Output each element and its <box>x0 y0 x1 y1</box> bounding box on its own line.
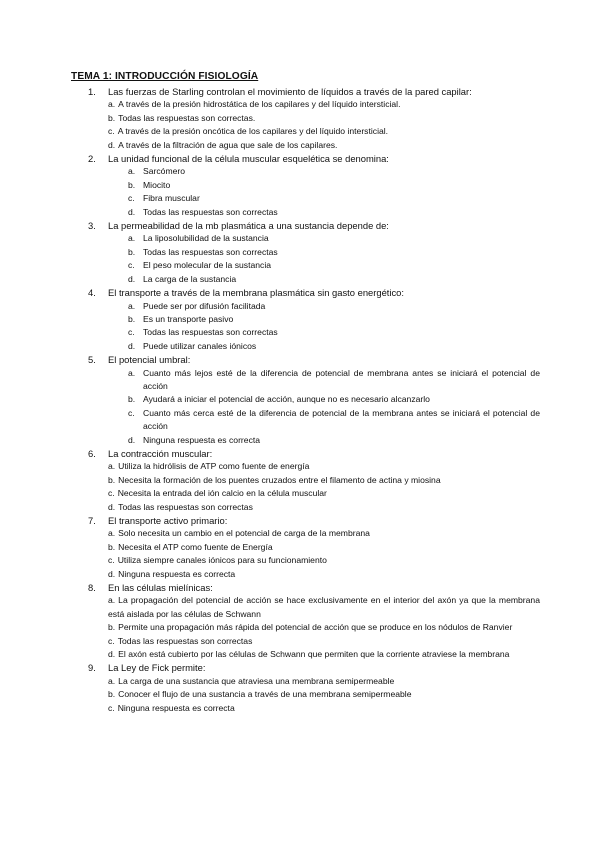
option-a: a. Puede ser por difusión facilitada <box>128 300 266 311</box>
option-a: a. La carga de una sustancia que atraviesa una membrana semipermeable <box>108 675 395 686</box>
question-text: El potencial umbral: <box>108 354 191 366</box>
question-4 <box>71 286 540 353</box>
option-c: c. Todas las respuestas son correctas <box>108 635 253 646</box>
question-text: La contracción muscular: <box>108 447 213 459</box>
question-9 <box>71 661 540 715</box>
option-d: d. Todas las respuestas son correctas <box>128 206 278 217</box>
option-b: b. Es un transporte pasivo <box>128 313 234 324</box>
option-b: b. Miocito <box>128 179 171 190</box>
question-text: La permeabilidad de la mb plasmática a una sustancia depende de: <box>108 220 389 232</box>
option-list <box>108 98 540 152</box>
option-a: a. La liposolubilidad de la sustancia <box>128 233 269 244</box>
question-6 <box>71 447 540 514</box>
option-list <box>108 460 540 514</box>
option-c: c. Utiliza siempre canales iónicos para su funcionamiento <box>108 555 327 566</box>
question-list <box>71 85 540 715</box>
option-list <box>108 367 540 447</box>
option-c: c. El peso molecular de la sustancia <box>128 260 272 271</box>
option-d: d. Puede utilizar canales iónicos <box>128 340 257 351</box>
question-1 <box>71 85 540 152</box>
question-number: 8. <box>88 582 96 594</box>
option-d: d. Ninguna respuesta es correcta <box>108 568 236 579</box>
question-number: 7. <box>88 515 96 526</box>
question-3 <box>71 219 540 286</box>
option-c: c. A través de la presión oncótica de los capilares y del líquido intersticial. <box>108 126 389 137</box>
question-2 <box>71 152 540 219</box>
option-list <box>108 675 540 715</box>
question-8 <box>71 581 540 661</box>
option-d: d. La carga de la sustancia <box>128 273 237 284</box>
question-number: 6. <box>88 447 96 459</box>
question-number: 2. <box>88 153 96 165</box>
question-number: 3. <box>88 220 96 232</box>
option-list <box>108 300 540 354</box>
option-c: c. Cuanto más cerca esté de la diferencia de potencial de la membrana antes se iniciará el potencial de acción <box>128 407 540 432</box>
option-c: c. Todas las respuestas son correctas <box>128 327 278 338</box>
question-5 <box>71 353 540 447</box>
option-a: a. La propagación del potencial de acción se hace exclusivamente en el interior del axón ya que la membrana está aislada por las células de Schwann <box>108 595 540 619</box>
question-text: El transporte activo primario: <box>108 515 228 526</box>
question-text: Las fuerzas de Starling controlan el movimiento de líquidos a través de la pared capilar: <box>108 86 472 97</box>
option-b: b. Necesita el ATP como fuente de Energía <box>108 541 273 552</box>
option-d: d. A través de la filtración de agua que sale de los capilares. <box>108 139 338 150</box>
question-number: 1. <box>88 86 96 97</box>
document-title: TEMA 1: INTRODUCCIÓN FISIOLOGÍA <box>71 71 259 82</box>
option-c: c. Fibra muscular <box>128 193 200 204</box>
question-text: El transporte a través de la membrana plasmática sin gasto energético: <box>108 287 404 299</box>
question-text: La unidad funcional de la célula muscular esquelética se denomina: <box>108 153 389 165</box>
option-d: d. Ninguna respuesta es correcta <box>128 434 261 445</box>
option-list <box>108 594 540 661</box>
option-a: a. A través de la presión hidrostática de los capilares y del líquido intersticial. <box>108 99 401 110</box>
question-text: La Ley de Fick permite: <box>108 662 206 674</box>
question-7 <box>71 514 540 581</box>
option-b: b. Necesita la formación de los puentes cruzados entre el filamento de actina y miosina <box>108 474 441 485</box>
question-number: 9. <box>88 662 96 674</box>
option-list <box>108 232 540 286</box>
option-b: b. Conocer el flujo de una sustancia a través de una membrana semipermeable <box>108 689 412 700</box>
option-b: b. Permite una propagación más rápida del potencial de acción que se produce en los nódulos de Ranvier <box>108 622 513 633</box>
option-b: b. Todas las respuestas son correctas. <box>108 112 256 123</box>
option-list <box>108 527 540 581</box>
option-a: a. Cuanto más lejos esté de la diferencia de potencial de membrana antes se iniciará el potencial de acción <box>128 367 540 391</box>
option-d: d. Todas las respuestas son correctas <box>108 501 253 512</box>
option-b: b. Todas las respuestas son correctas <box>128 246 278 257</box>
option-c: c. Ninguna respuesta es correcta <box>108 702 235 713</box>
question-number: 4. <box>88 287 96 299</box>
option-a: a. Solo necesita un cambio en el potencial de carga de la membrana <box>108 528 370 539</box>
option-a: a. Utiliza la hidrólisis de ATP como fuente de energía <box>108 461 310 472</box>
question-text: En las células mielínicas: <box>108 582 213 594</box>
option-b: b. Ayudará a iniciar el potencial de acción, aunque no es necesario alcanzarlo <box>128 394 430 405</box>
question-number: 5. <box>88 354 96 366</box>
option-list <box>108 165 540 219</box>
option-d: d. El axón está cubierto por las células de Schwann que permiten que la corriente atraviese la membrana <box>108 649 510 660</box>
option-c: c. Necesita la entrada del ión calcio en la célula muscular <box>108 488 327 499</box>
option-a: a. Sarcómero <box>128 166 186 177</box>
